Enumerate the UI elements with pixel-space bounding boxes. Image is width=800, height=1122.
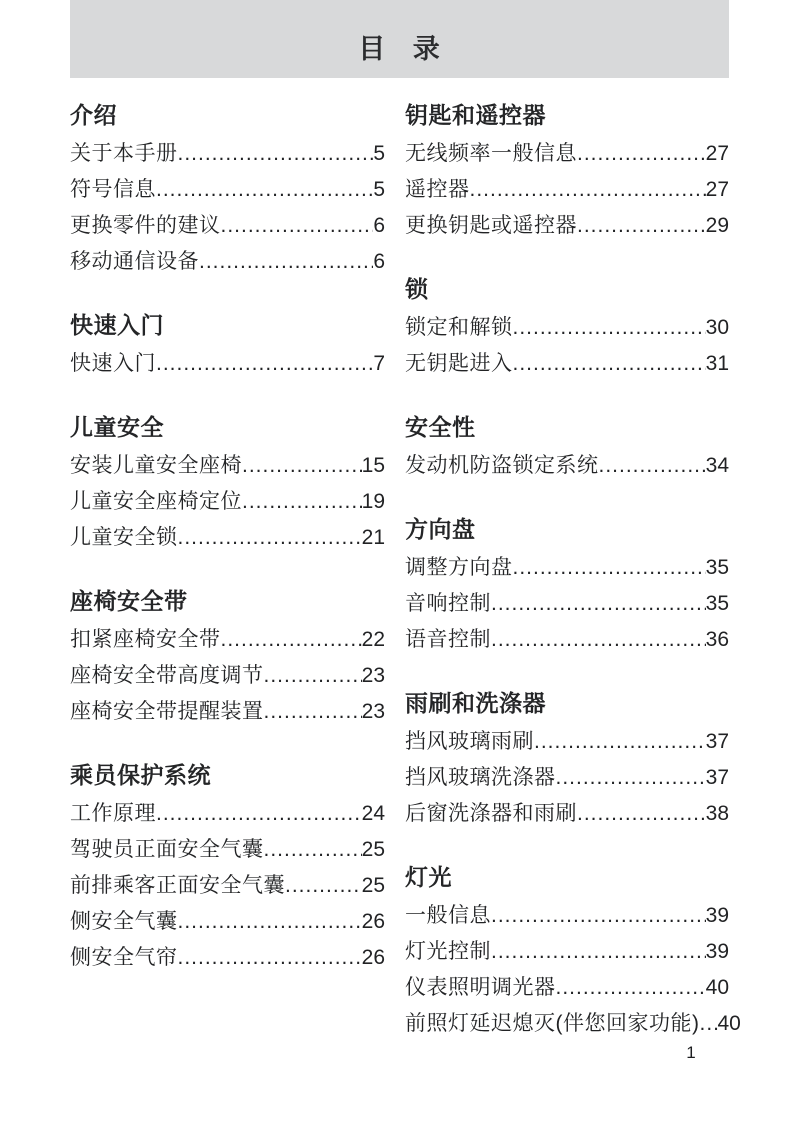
toc-entry	[70, 868, 385, 904]
toc-section-heading: 锁	[405, 276, 429, 302]
toc-entry	[70, 694, 385, 730]
toc-entry-page-number: 25	[361, 838, 385, 861]
page-number: 1	[686, 1043, 696, 1062]
toc-entry-page-number: 6	[373, 250, 385, 273]
toc-entry-page-number: 25	[361, 874, 385, 897]
toc-content	[70, 78, 741, 1042]
toc-entry-page-number: 34	[705, 454, 729, 477]
toc-entry	[405, 172, 729, 208]
toc-entry-page-number: 6	[373, 214, 385, 237]
toc-entry	[70, 448, 385, 484]
toc-entry-page-number: 27	[705, 142, 729, 165]
toc-entry	[70, 520, 385, 556]
dot-leader	[513, 550, 706, 586]
toc-section-heading: 介绍	[70, 102, 117, 128]
toc-header-bar	[70, 0, 729, 78]
toc-section	[405, 100, 729, 244]
toc-entry	[405, 136, 729, 172]
dot-leader	[221, 622, 362, 658]
toc-section	[405, 514, 729, 658]
toc-entry-label: 仪表照明调光器	[405, 976, 556, 999]
toc-entry-page-number: 40	[717, 1012, 741, 1035]
dot-leader	[556, 970, 706, 1006]
toc-entry-label: 挡风玻璃雨刷	[405, 730, 534, 753]
toc-section-heading: 方向盘	[405, 516, 476, 542]
toc-entry-label: 无钥匙进入	[405, 352, 513, 375]
dot-leader	[534, 724, 706, 760]
dot-leader	[577, 796, 706, 832]
dot-leader	[264, 832, 362, 868]
toc-entry-label: 座椅安全带提醒装置	[70, 700, 264, 723]
toc-entry-label: 后窗洗涤器和雨刷	[405, 802, 577, 825]
toc-section	[405, 862, 741, 1042]
toc-entry-label: 无线频率一般信息	[405, 142, 577, 165]
toc-entry	[405, 310, 729, 346]
dot-leader	[491, 934, 706, 970]
toc-section	[405, 688, 729, 832]
toc-column-left	[70, 78, 385, 1042]
dot-leader	[700, 1006, 718, 1042]
dot-leader	[577, 208, 706, 244]
toc-section-items	[405, 310, 729, 382]
toc-entry-page-number: 39	[705, 940, 729, 963]
toc-entry-page-number: 40	[705, 976, 729, 999]
toc-section-heading: 座椅安全带	[70, 588, 188, 614]
toc-entry-label: 儿童安全锁	[70, 526, 178, 549]
toc-section-heading: 儿童安全	[70, 414, 164, 440]
toc-section-items	[70, 796, 385, 976]
toc-section-heading: 安全性	[405, 414, 476, 440]
toc-entry-label: 更换零件的建议	[70, 214, 221, 237]
toc-column-right	[405, 78, 741, 1042]
toc-entry	[405, 796, 729, 832]
toc-entry	[70, 172, 385, 208]
toc-section-items	[70, 136, 385, 280]
toc-entry-page-number: 26	[361, 946, 385, 969]
toc-entry	[405, 934, 729, 970]
toc-entry	[70, 622, 385, 658]
toc-section	[70, 310, 385, 382]
toc-entry-page-number: 15	[361, 454, 385, 477]
toc-entry-label: 锁定和解锁	[405, 316, 513, 339]
dot-leader	[577, 136, 706, 172]
dot-leader	[221, 208, 374, 244]
toc-entry	[405, 970, 729, 1006]
dot-leader	[178, 136, 374, 172]
dot-leader	[285, 868, 362, 904]
dot-leader	[156, 346, 373, 382]
toc-section-items	[70, 448, 385, 556]
dot-leader	[491, 898, 706, 934]
toc-entry-page-number: 36	[705, 628, 729, 651]
toc-section-items	[405, 550, 729, 658]
toc-entry-page-number: 5	[373, 178, 385, 201]
toc-entry-page-number: 21	[361, 526, 385, 549]
toc-entry-page-number: 23	[361, 664, 385, 687]
dot-leader	[491, 586, 706, 622]
toc-entry	[405, 448, 729, 484]
toc-entry-label: 发动机防盗锁定系统	[405, 454, 599, 477]
dot-leader	[599, 448, 706, 484]
toc-entry-label: 安装儿童安全座椅	[70, 454, 242, 477]
toc-section-heading: 灯光	[405, 864, 452, 890]
toc-entry-label: 挡风玻璃洗涤器	[405, 766, 556, 789]
toc-entry-label: 遥控器	[405, 178, 470, 201]
toc-section	[70, 412, 385, 556]
toc-entry	[405, 724, 729, 760]
toc-entry-label: 前照灯延迟熄灭(伴您回家功能)	[405, 1012, 700, 1035]
dot-leader	[264, 694, 362, 730]
toc-entry-label: 侧安全气帘	[70, 946, 178, 969]
toc-entry	[70, 244, 385, 280]
toc-entry-page-number: 26	[361, 910, 385, 933]
toc-section-items	[405, 724, 729, 832]
toc-section	[405, 274, 729, 382]
toc-entry	[405, 898, 729, 934]
toc-entry-label: 座椅安全带高度调节	[70, 664, 264, 687]
toc-entry	[70, 832, 385, 868]
toc-entry-label: 关于本手册	[70, 142, 178, 165]
toc-entry	[70, 484, 385, 520]
toc-section-heading: 快速入门	[70, 312, 164, 338]
toc-entry	[405, 622, 729, 658]
toc-entry-label: 驾驶员正面安全气囊	[70, 838, 264, 861]
dot-leader	[556, 760, 706, 796]
toc-entry-page-number: 31	[705, 352, 729, 375]
toc-entry	[70, 658, 385, 694]
toc-section-items	[70, 622, 385, 730]
toc-entry-page-number: 39	[705, 904, 729, 927]
toc-entry-label: 儿童安全座椅定位	[70, 490, 242, 513]
toc-entry-page-number: 37	[705, 766, 729, 789]
toc-entry	[405, 1006, 741, 1042]
toc-entry	[70, 904, 385, 940]
dot-leader	[178, 520, 362, 556]
toc-entry-label: 符号信息	[70, 178, 156, 201]
toc-entry-page-number: 35	[705, 592, 729, 615]
dot-leader	[242, 448, 362, 484]
toc-section	[405, 412, 729, 484]
toc-entry-page-number: 23	[361, 700, 385, 723]
dot-leader	[178, 904, 362, 940]
dot-leader	[199, 244, 373, 280]
toc-entry-label: 扣紧座椅安全带	[70, 628, 221, 651]
dot-leader	[264, 658, 362, 694]
toc-section	[70, 760, 385, 976]
toc-entry	[70, 940, 385, 976]
toc-section-items	[405, 898, 741, 1042]
toc-entry-page-number: 29	[705, 214, 729, 237]
toc-section-heading: 乘员保护系统	[70, 762, 211, 788]
toc-entry	[405, 346, 729, 382]
toc-entry-page-number: 5	[373, 142, 385, 165]
dot-leader	[242, 484, 362, 520]
dot-leader	[513, 346, 706, 382]
toc-entry	[405, 760, 729, 796]
toc-entry-page-number: 24	[361, 802, 385, 825]
toc-entry	[405, 208, 729, 244]
toc-section	[70, 586, 385, 730]
toc-entry-label: 前排乘客正面安全气囊	[70, 874, 285, 897]
toc-entry-label: 工作原理	[70, 802, 156, 825]
toc-entry	[405, 550, 729, 586]
toc-entry	[70, 346, 385, 382]
toc-entry-label: 更换钥匙或遥控器	[405, 214, 577, 237]
toc-entry-page-number: 35	[705, 556, 729, 579]
toc-entry	[70, 136, 385, 172]
toc-section	[70, 100, 385, 280]
toc-entry-page-number: 22	[361, 628, 385, 651]
toc-entry-label: 调整方向盘	[405, 556, 513, 579]
toc-entry-label: 一般信息	[405, 904, 491, 927]
toc-entry-label: 音响控制	[405, 592, 491, 615]
toc-section-heading: 钥匙和遥控器	[405, 102, 546, 128]
toc-entry	[405, 586, 729, 622]
toc-entry-page-number: 30	[705, 316, 729, 339]
toc-entry-label: 快速入门	[70, 352, 156, 375]
toc-section-heading: 雨刷和洗涤器	[405, 690, 546, 716]
dot-leader	[178, 940, 362, 976]
toc-entry-label: 语音控制	[405, 628, 491, 651]
page-title: 目 录	[358, 33, 441, 64]
toc-entry-page-number: 7	[373, 352, 385, 375]
dot-leader	[491, 622, 706, 658]
toc-entry-label: 侧安全气囊	[70, 910, 178, 933]
toc-entry-label: 移动通信设备	[70, 250, 199, 273]
toc-entry-page-number: 19	[361, 490, 385, 513]
toc-section-items	[70, 346, 385, 382]
toc-section-items	[405, 448, 729, 484]
toc-entry-label: 灯光控制	[405, 940, 491, 963]
dot-leader	[513, 310, 706, 346]
dot-leader	[470, 172, 706, 208]
toc-entry	[70, 796, 385, 832]
toc-entry-page-number: 38	[705, 802, 729, 825]
toc-entry	[70, 208, 385, 244]
dot-leader	[156, 796, 362, 832]
toc-entry-page-number: 37	[705, 730, 729, 753]
dot-leader	[156, 172, 373, 208]
toc-entry-page-number: 27	[705, 178, 729, 201]
toc-section-items	[405, 136, 729, 244]
